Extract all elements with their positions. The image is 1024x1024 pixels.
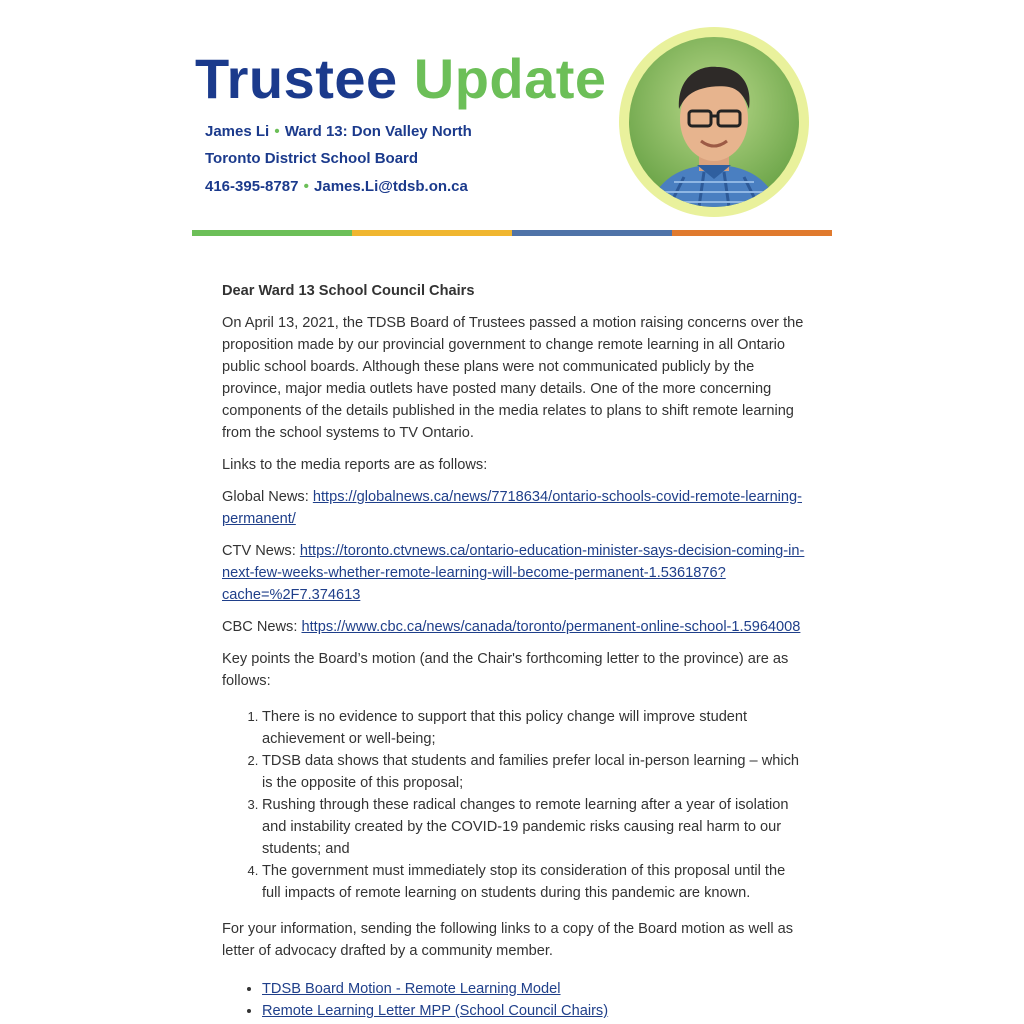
info-paragraph: For your information, sending the following links to a copy of the Board motion as well as letter of advocacy drafted by a community member. (222, 921, 794, 959)
media-source: CTV News: (222, 543, 296, 559)
board-motion-link[interactable]: TDSB Board Motion - Remote Learning Model (262, 981, 561, 997)
title-update: Update (413, 47, 607, 110)
avatar-frame (619, 27, 809, 217)
cbc-news-link[interactable]: https://www.cbc.ca/news/canada/toronto/permanent-online-school-1.5964008 (301, 619, 801, 635)
separator-dot: • (303, 178, 309, 195)
newsletter-title (195, 46, 607, 111)
global-news-link[interactable]: https://globalnews.ca/news/7718634/ontario-schools-covid-remote-learning-permanent/ (222, 489, 803, 527)
media-link-global (222, 486, 806, 530)
list-item: 2. TDSB data shows that students and families prefer local in-person learning – which is the opposite of this proposal; (262, 750, 806, 794)
newsletter-body (222, 280, 806, 1022)
list-item (262, 978, 806, 1000)
avatar (629, 37, 799, 207)
list-item: 4. The government must immediately stop its consideration of this proposal until the full impacts of remote learning on students during this pandemic are known. (262, 860, 806, 904)
school-board: Toronto District School Board (205, 150, 419, 167)
trustee-email[interactable]: James.Li@tdsb.on.ca (314, 178, 468, 195)
trustee-name: James Li (205, 123, 270, 140)
list-item (262, 1000, 806, 1022)
contact-line (205, 178, 468, 195)
media-source: Global News: (222, 489, 309, 505)
color-bar-blue (512, 230, 672, 236)
links-intro: Links to the media reports are as follows: (222, 457, 488, 473)
trustee-portrait-image (629, 37, 799, 207)
advocacy-letter-link[interactable]: Remote Learning Letter MPP (School Council Chairs) (262, 1003, 609, 1019)
list-item: 1. There is no evidence to support that this policy change will improve student achievement or well-being; (262, 706, 806, 750)
key-points-intro: Key points the Board’s motion (and the Chair's forthcoming letter to the province) are as follows: (222, 651, 789, 689)
media-source: CBC News: (222, 619, 298, 635)
header-color-bar (192, 230, 832, 236)
color-bar-yellow (352, 230, 512, 236)
trustee-phone: 416-395-8787 (205, 178, 299, 195)
separator-dot: • (274, 123, 280, 140)
document-links-list (222, 978, 806, 1022)
trustee-name-line (205, 123, 472, 140)
media-link-cbc (222, 616, 806, 638)
key-points-list (222, 706, 806, 904)
newsletter-header (192, 0, 832, 240)
color-bar-orange (672, 230, 832, 236)
color-bar-green (192, 230, 352, 236)
list-item: 3. Rushing through these radical changes to remote learning after a year of isolation and instability created by the COVID-19 pandemic risks causing real harm to our students; and (262, 794, 806, 860)
media-link-ctv (222, 540, 806, 606)
greeting: Dear Ward 13 School Council Chairs (222, 283, 475, 299)
intro-paragraph: On April 13, 2021, the TDSB Board of Trustees passed a motion raising concerns over the proposition made by our provincial government to change remote learning in all Ontario public school boards. Although these plans were not communicated publicly by the province, major media outlets have posted many details. One of the more concerning components of the details published in the media relates to plans to shift remote learning from the school systems to TV Ontario. (222, 315, 804, 441)
trustee-ward: Ward 13: Don Valley North (284, 123, 472, 140)
title-trustee: Trustee (195, 47, 398, 110)
ctv-news-link[interactable]: https://toronto.ctvnews.ca/ontario-education-minister-says-decision-coming-in-next-few-weeks-whether-remote-learning-will-become-permanent-1.5361876?cache=%2F7.374613 (222, 543, 805, 603)
